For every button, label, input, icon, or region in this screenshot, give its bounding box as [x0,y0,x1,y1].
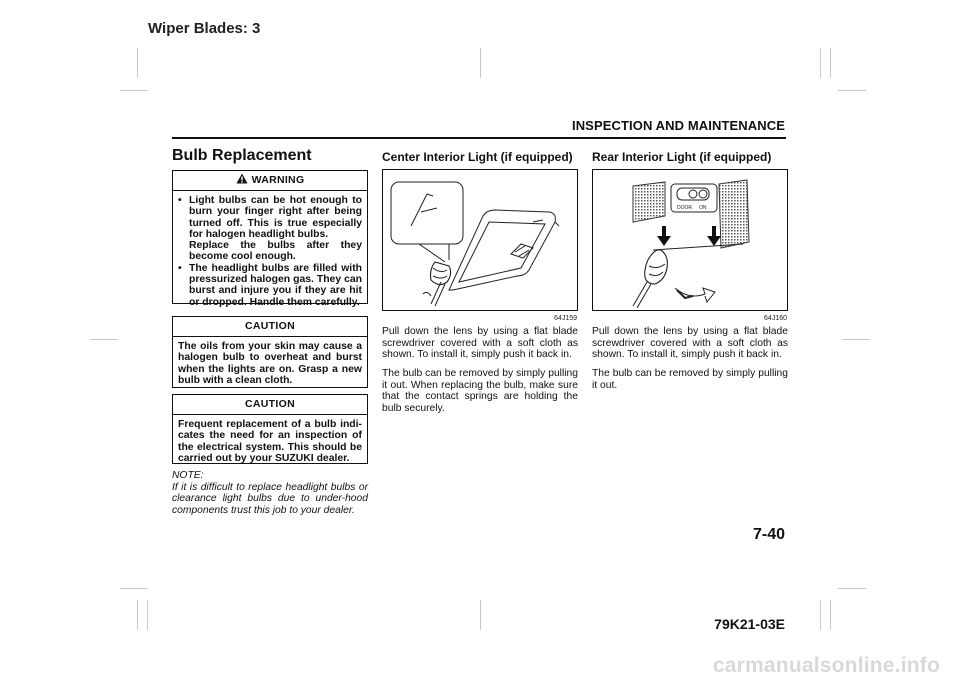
crop-mark [137,600,138,630]
center-interior-light-heading: Center Interior Light (if equipped) [382,150,573,164]
caution-box-frequent-replacement [172,394,368,464]
rear-light-illustration [593,170,787,310]
warning-item-continuation: Replace the bulbs after they become cool enough. [189,240,362,263]
caution-text: Frequent replacement of a bulb indi-cates the need for an inspection of the electrical system. This should be carried out by your SUZUKI dealer. [178,419,362,464]
warning-box-header [173,171,367,191]
warning-triangle-icon [236,173,248,184]
crop-mark [137,48,138,78]
document-code: 79K21-03E [714,616,785,632]
crop-mark [820,600,821,630]
switch-label-on: ON [699,205,707,211]
rear-interior-light-heading: Rear Interior Light (if equipped) [592,150,772,164]
crop-mark [90,339,118,340]
document-title: Wiper Blades: 3 [148,20,261,37]
rear-light-figure [592,169,788,311]
caution-box-skin-oils [172,316,368,388]
warning-title: WARNING [251,174,305,186]
center-light-paragraph-2: The bulb can be removed by simply pulling it out. When replacing the bulb, make sure that the contact springs are holding the bulb securely. [382,368,578,414]
header-rule [172,137,786,139]
crop-mark [480,600,481,630]
crop-mark [120,90,148,91]
rear-light-paragraph-1: Pull down the lens by using a flat blade screwdriver covered with a soft cloth as shown. To install it, simply push it back in. [592,326,788,361]
page-number: 7-40 [752,526,785,543]
watermark: carmanualsonline.info [712,654,940,677]
note-text: If it is difficult to replace headlight bulbs or clearance light bulbs due to under-hood components trust this job to your dealer. [172,481,368,516]
crop-mark [480,48,481,78]
crop-mark [842,339,870,340]
center-light-figure [382,169,578,311]
crop-mark [838,90,866,91]
warning-box [172,170,368,308]
switch-label-door: DOOR [677,205,692,211]
crop-mark [147,600,148,630]
page-heading: Bulb Replacement [172,147,312,164]
crop-mark [120,588,148,589]
caution-text: The oils from your skin may cause a halogen bulb to overheat and burst when the lights are on. Grasp a new bulb with a clean cloth. [178,341,362,386]
rear-light-paragraph-2: The bulb can be removed by simply pulling it out. [592,368,788,391]
crop-mark [830,48,831,78]
note-label: NOTE: [172,470,204,481]
warning-item: • The headlight bulbs are filled with pressurized halogen gas. They can burst and injure you if they are hit or dropped. Handle them carefully. [178,263,362,308]
crop-mark [838,588,866,589]
figure-code: 64J159 [554,315,577,322]
caution-box-header: CAUTION [173,317,367,337]
caution-box-header: CAUTION [173,395,367,415]
figure-code: 64J160 [764,315,787,322]
section-title: INSPECTION AND MAINTENANCE [571,118,785,133]
warning-item: • Light bulbs can be hot enough to burn your finger right after being turned off. This is true especially for halogen headlight bulbs. Replace the bulbs after they become cool enough. [178,195,362,263]
center-light-illustration [383,170,577,310]
center-light-paragraph-1: Pull down the lens by using a flat blade screwdriver covered with a soft cloth as shown. To install it, simply push it back in. [382,326,578,361]
crop-mark [820,48,821,78]
crop-mark [830,600,831,630]
note [172,470,368,516]
